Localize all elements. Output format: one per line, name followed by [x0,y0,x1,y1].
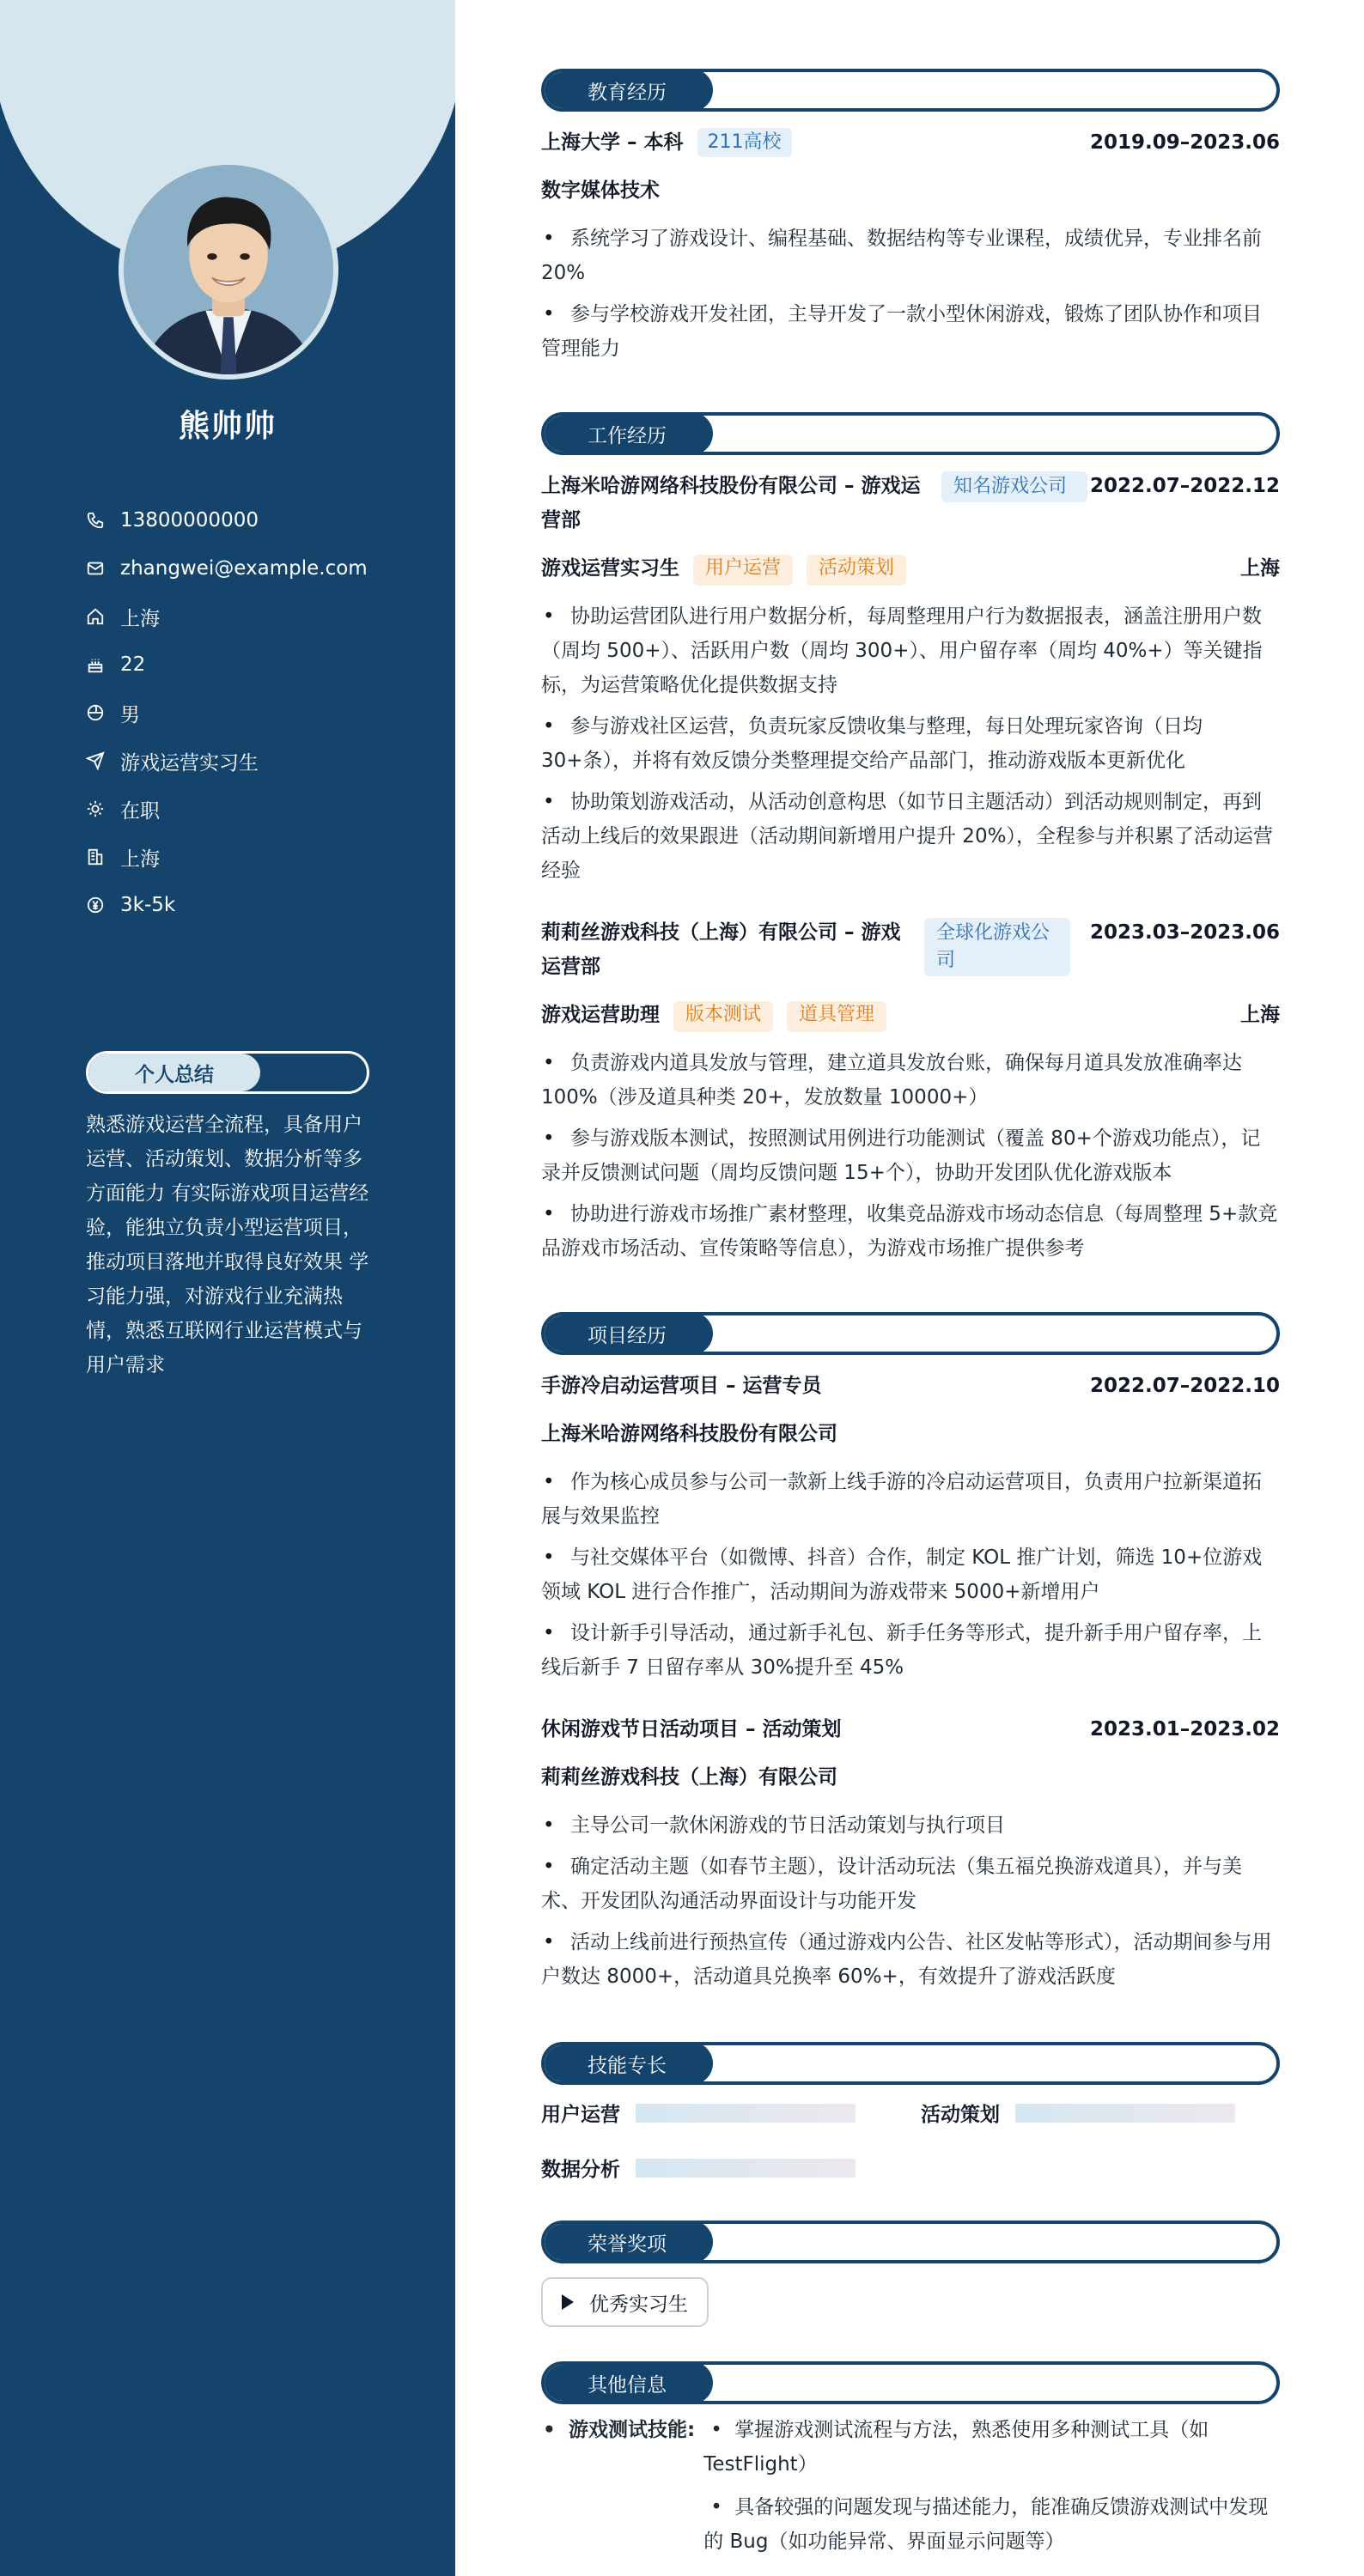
project-bullets [541,1808,1280,2001]
sidebar [0,0,455,2576]
send-icon [86,751,105,770]
project-date: 2023.01–2023.02 [1089,1718,1280,1741]
role-tag: 用户运营 [693,555,793,586]
project-name: 休闲游戏节日活动项目 – 活动策划 [541,1718,842,1741]
job-role: 游戏运营助理 [541,1004,660,1026]
list-item: • 协助进行游戏市场推广素材整理，收集竞品游戏市场动态信息（每周整理 5+款竞品游戏市场活动、宣传策略等信息），为游戏市场推广提供参考 [541,1197,1280,1266]
contact-text: 在职 [120,799,160,823]
list-item: • 作为核心成员参与公司一款新上线手游的冷启动运营项目，负责用户拉新渠道拓展与效果监控 [541,1465,1280,1534]
contact-text: 上海 [120,848,160,871]
contact-city [86,592,429,641]
company-tag: 全球化游戏公司 [924,918,1070,976]
skill-item [921,2099,1235,2127]
list-item: • 与社交媒体平台（如微博、抖音）合作，制定 KOL 推广计划，筛选 10+位游戏领域 KOL 进行合作推广，活动期间为游戏带来 5000+新增用户 [541,1540,1280,1609]
profile-name: 熊帅帅 [178,409,277,444]
status-icon [86,799,105,818]
list-item: • 参与游戏社区运营，负责玩家反馈收集与整理，每日处理玩家咨询（日均 30+条），并将有效反馈分类整理提交给产品部门，推动游戏版本更新优化 [541,709,1280,778]
education-school-line [541,125,792,160]
contact-text: 男 [120,703,140,726]
education-entry [541,125,1280,160]
honor-item[interactable] [541,2277,709,2327]
cake-icon [86,655,105,674]
education-bullets [541,222,1280,373]
job-date: 2023.03–2023.06 [1089,921,1280,944]
play-triangle-icon [562,2294,574,2310]
contact-text: 上海 [120,607,160,630]
contact-age [86,641,429,689]
section-honors-header [541,2221,1280,2263]
other-label: • 游戏测试技能: [541,2413,695,2567]
other-info [541,2413,1280,2567]
summary-heading-label: 个人总结 [88,1054,260,1091]
mail-icon [86,559,105,578]
phone-icon [86,511,105,530]
list-item: • 掌握游戏测试流程与方法，熟悉使用多种测试工具（如 TestFlight） [703,2413,1280,2482]
project-entry-2 [541,1712,1280,1747]
contact-text: 22 [120,653,146,676]
education-major [541,173,1280,208]
school-name: 上海大学 – 本科 [541,131,684,154]
section-title: 其他信息 [541,2361,713,2404]
job-role: 游戏运营实习生 [541,557,679,580]
building-icon [86,848,105,866]
job-role-line [541,998,1280,1032]
list-item: • 参与游戏版本测试，按照测试用例进行功能测试（覆盖 80+个游戏功能点），记录并反馈测试问题（周均反馈问题 15+个），协助开发团队优化游戏版本 [541,1121,1280,1190]
job-entry-2 [541,915,1280,984]
list-item: • 协助运营团队进行用户数据分析，每周整理用户行为数据报表，涵盖注册用户数（周均 500+）、活跃用户数（周均 300+）、用户留存率（周均 40%+）等关键指标，为运营策略优化提供数据支持 [541,599,1280,702]
contact-position [86,737,429,785]
contact-text: 游戏运营实习生 [120,751,259,775]
section-title: 荣誉奖项 [541,2221,713,2263]
list-item: • 主导公司一款休闲游戏的节日活动策划与执行项目 [541,1808,1280,1843]
role-tag: 活动策划 [807,555,906,586]
section-skills-header [541,2042,1280,2085]
section-work-header [541,412,1280,455]
job-location: 上海 [1240,557,1280,580]
job-location: 上海 [1240,1004,1280,1026]
project-bullets [541,1465,1280,1692]
job-bullets [541,1046,1280,1273]
section-title: 教育经历 [541,69,713,112]
contact-list [86,496,429,929]
list-item: • 协助策划游戏活动，从活动创意构思（如节日主题活动）到活动规则制定，再到活动上线后的效果跟进（活动期间新增用户提升 20%），全程参与并积累了活动运营经验 [541,785,1280,888]
company-tag: 知名游戏公司 [941,471,1087,502]
section-education-header [541,69,1280,112]
list-item: • 活动上线前进行预热宣传（通过游戏内公告、社区发帖等形式），活动期间参与用户数达 8000+，活动道具兑换率 60%+，有效提升了游戏活跃度 [541,1925,1280,1994]
job-company-line [541,915,1070,984]
project-entry-1 [541,1369,1280,1403]
list-item: • 系统学习了游戏设计、编程基础、数据结构等专业课程，成绩优异，专业排名前 20% [541,222,1280,290]
contact-status [86,785,429,833]
skill-bar [1015,2104,1235,2123]
job-role-line [541,551,1280,586]
project-date: 2022.07–2022.10 [1089,1375,1280,1397]
project-name: 手游冷启动运营项目 – 运营专员 [541,1375,822,1397]
skill-bar [636,2104,856,2123]
section-title: 工作经历 [541,412,713,455]
gender-icon [86,703,105,722]
contact-email [86,544,429,592]
role-tag: 道具管理 [787,1001,886,1032]
project-company [541,1760,1280,1795]
job-role-group [541,551,906,586]
job-company: 莉莉丝游戏科技（上海）有限公司 – 游戏运营部 [541,921,901,978]
contact-text: zhangwei@example.com [120,557,368,580]
school-tag: 211高校 [697,128,792,157]
list-item: • 具备较强的问题发现与描述能力，能准确反馈游戏测试中发现的 Bug（如功能异常、界面显示问题等） [703,2490,1280,2559]
skill-item [541,2099,856,2127]
section-other-header [541,2361,1280,2404]
list-item: • 设计新手引导活动，通过新手礼包、新手任务等形式，提升新手用户留存率，上线后新手 7 日留存率从 30%提升至 45% [541,1616,1280,1685]
job-company-line [541,469,1087,538]
contact-phone [86,496,429,544]
yen-icon [86,896,105,914]
job-role-group [541,998,886,1032]
list-item: • 负责游戏内道具发放与管理，建立道具发放台账，确保每月道具发放准确率达 100%（涉及道具种类 20+，发放数量 10000+） [541,1046,1280,1115]
contact-work-city [86,833,429,881]
section-title: 项目经历 [541,1312,713,1355]
job-company: 上海米哈游网络科技股份有限公司 – 游戏运营部 [541,475,921,532]
list-item: • 确定活动主题（如春节主题），设计活动玩法（集五福兑换游戏道具），并与美术、开发团队沟通活动界面设计与功能开发 [541,1850,1280,1918]
home-icon [86,607,105,626]
contact-text: 3k-5k [120,894,176,916]
job-entry-1 [541,469,1280,538]
summary-heading [86,1051,369,1094]
project-company-name: 上海米哈游网络科技股份有限公司 [541,1423,837,1445]
skill-name: 数据分析 [541,2159,620,2181]
project-company [541,1417,1280,1451]
job-bullets [541,599,1280,895]
summary-text: 熟悉游戏运营全流程，具备用户运营、活动策划、数据分析等多方面能力 有实际游戏项目运营经验，能独立负责小型运营项目，推动项目落地并取得良好效果 学习能力强，对游戏行业充满热情，熟悉互联网行业运营模式与用户需求 [86,1114,369,1376]
other-bullets [703,2413,1280,2567]
avatar [119,160,338,380]
main-content [541,0,1280,2576]
skill-name: 用户运营 [541,2104,620,2126]
role-tag: 版本测试 [673,1001,773,1032]
project-company-name: 莉莉丝游戏科技（上海）有限公司 [541,1766,837,1789]
job-date: 2022.07–2022.12 [1089,475,1280,497]
avatar-portrait-icon [124,165,333,374]
contact-gender [86,689,429,737]
skill-name: 活动策划 [921,2104,1000,2126]
education-date: 2019.09–2023.06 [1089,131,1280,154]
contact-text: 13800000000 [120,509,259,532]
skill-bar [636,2159,856,2178]
other-row [541,2413,1280,2567]
list-item: • 参与学校游戏开发社团，主导开发了一款小型休闲游戏，锻炼了团队协作和项目管理能力 [541,297,1280,366]
major-name: 数字媒体技术 [541,179,660,202]
honor-label: 优秀实习生 [589,2293,688,2316]
section-title: 技能专长 [541,2042,713,2085]
skill-item [541,2154,856,2182]
section-projects-header [541,1312,1280,1355]
contact-salary [86,881,429,929]
